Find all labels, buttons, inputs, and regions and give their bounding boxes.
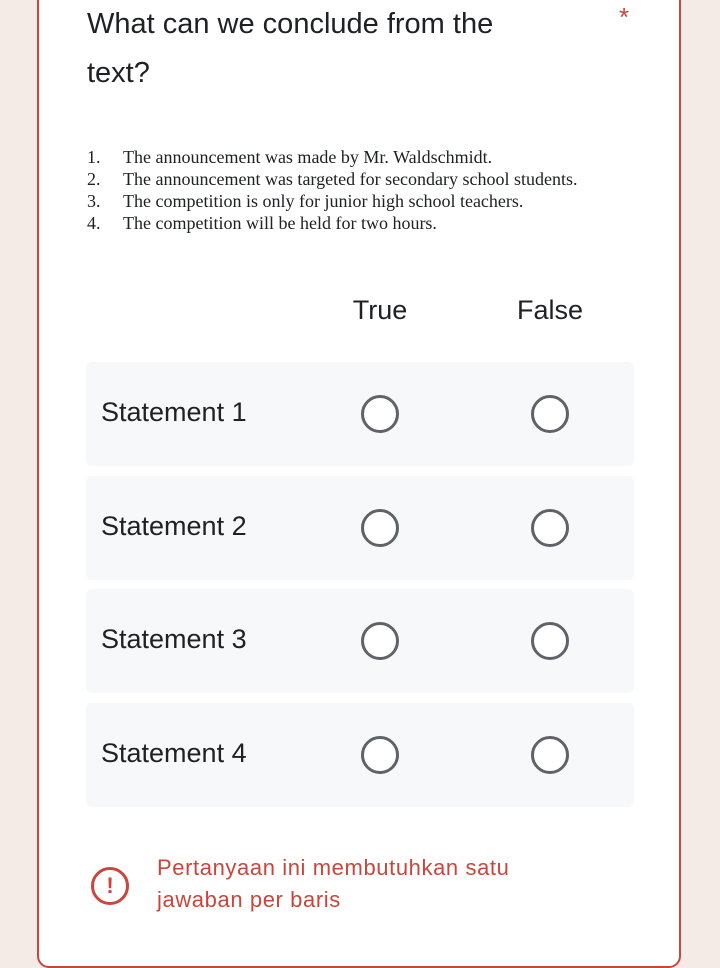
list-item [87, 168, 578, 190]
column-header-true: True [352, 295, 408, 325]
validation-error [90, 852, 570, 922]
list-item [87, 190, 578, 212]
grid-row-statement-4 [86, 703, 634, 807]
radio-true-statement-3[interactable] [361, 622, 399, 660]
error-message: Pertanyaan ini membutuhkan satu jawaban per baris [157, 855, 510, 912]
list-text: The competition is only for junior high school teachers. [123, 191, 524, 211]
list-item [87, 146, 578, 168]
row-label: Statement 3 [101, 624, 247, 654]
radio-true-statement-2[interactable] [361, 509, 399, 547]
list-number: 4. [87, 213, 101, 233]
radio-false-statement-3[interactable] [531, 622, 569, 660]
list-text: The competition will be held for two hours. [123, 213, 437, 233]
row-label: Statement 2 [101, 511, 247, 541]
list-item [87, 212, 578, 234]
column-header-false: False [516, 295, 584, 325]
radio-true-statement-4[interactable] [361, 736, 399, 774]
grid-row-statement-2 [86, 476, 634, 580]
grid-row-statement-1 [86, 362, 634, 466]
list-number: 3. [87, 191, 101, 211]
radio-false-statement-1[interactable] [531, 395, 569, 433]
required-indicator: * [619, 2, 630, 32]
row-label: Statement 1 [101, 397, 247, 427]
radio-true-statement-1[interactable] [361, 395, 399, 433]
list-text: The announcement was targeted for secondary school students. [123, 169, 578, 189]
list-number: 1. [87, 147, 101, 167]
row-label: Statement 4 [101, 738, 247, 768]
grid-row-statement-3 [86, 589, 634, 693]
question-title: What can we conclude from the text? [87, 8, 494, 89]
radio-false-statement-4[interactable] [531, 736, 569, 774]
list-text: The announcement was made by Mr. Waldschmidt. [123, 147, 493, 167]
radio-false-statement-2[interactable] [531, 509, 569, 547]
exclamation-icon: ! [91, 867, 129, 905]
list-number: 2. [87, 169, 101, 189]
statements-list [87, 146, 578, 234]
